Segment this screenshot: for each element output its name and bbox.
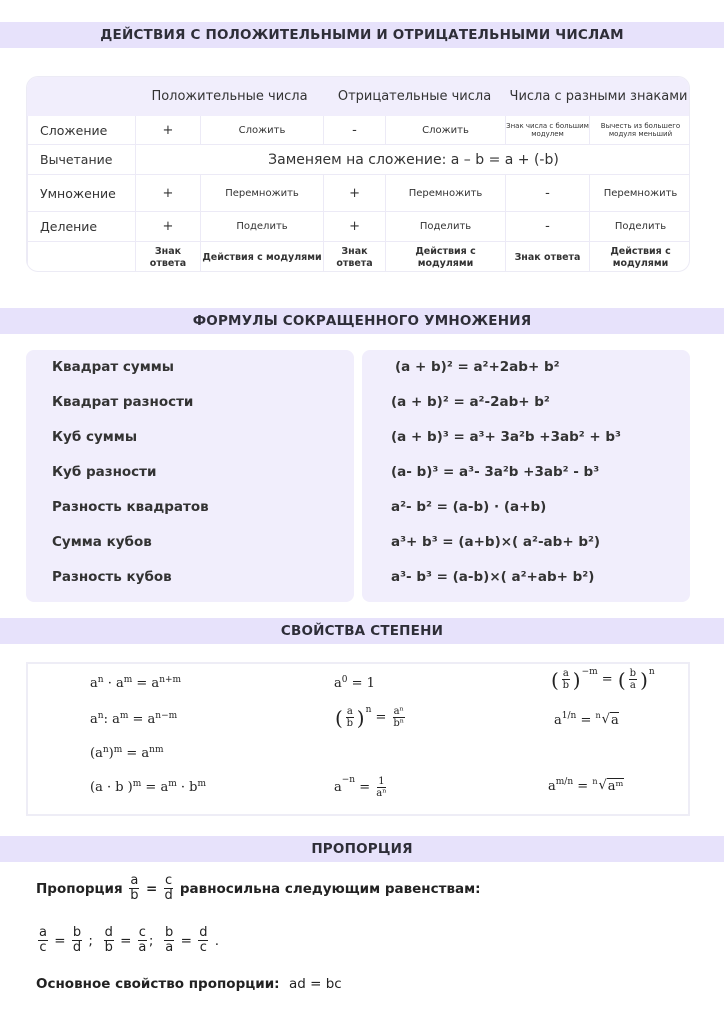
formula-text: . — [210, 932, 220, 949]
root-index: n — [595, 711, 601, 720]
cell: Поделить — [386, 212, 506, 242]
column-header: Числа с разными знаками — [506, 78, 690, 116]
formula-name: Разность квадратов — [52, 499, 209, 515]
cell: Перемножить — [590, 175, 690, 212]
fraction — [38, 926, 48, 956]
footer-cell: Знак ответа — [136, 242, 201, 273]
fraction — [376, 776, 386, 799]
exponent: n−m — [155, 711, 178, 721]
cell: Сложить — [201, 116, 324, 145]
formula-text: a — [90, 676, 98, 691]
exponent: n — [102, 745, 109, 755]
formula-label: равносильна следующим равенствам: — [175, 880, 481, 897]
formula-text: = — [176, 932, 197, 949]
exponent: n+m — [159, 675, 182, 685]
signs-table — [26, 76, 690, 272]
formula-name: Разность кубов — [52, 569, 172, 585]
row-label: Вычетание — [28, 145, 136, 175]
exponent: m/n — [555, 777, 574, 787]
exponent: m — [132, 779, 142, 789]
proportion-equalities — [36, 926, 219, 956]
formula-text: = a — [128, 712, 156, 727]
power-properties-box — [26, 662, 690, 816]
exponent: m — [197, 779, 207, 789]
radicand: aᵐ — [607, 779, 624, 794]
denominator: d — [72, 940, 82, 956]
footer-cell: Действия с модулями — [201, 242, 324, 273]
numerator: a — [346, 706, 353, 717]
table-footer-row — [28, 242, 691, 273]
cell: Заменяем на сложение: a – b = a + (-b) — [136, 145, 691, 175]
footer-cell: Действия с модулями — [590, 242, 690, 273]
cell: Сложить — [386, 116, 506, 145]
denominator: c — [199, 940, 207, 956]
power-formula — [90, 746, 164, 761]
fraction — [138, 926, 147, 956]
formula-text: = a — [132, 676, 160, 691]
formula-text: a — [548, 778, 556, 794]
table-header-row — [28, 78, 691, 116]
numerator: aⁿ — [393, 706, 404, 717]
numerator: b — [72, 925, 82, 940]
fraction — [562, 668, 570, 691]
formula-text: ; — [84, 932, 102, 949]
exponent: −m — [581, 667, 598, 677]
cell: + — [136, 175, 201, 212]
formula-text: = a — [122, 746, 150, 761]
cell: + — [136, 116, 201, 145]
cell: Перемножить — [386, 175, 506, 212]
section-header-formulas: ФОРМУЛЫ СОКРАЩЕННОГО УМНОЖЕНИЯ — [0, 308, 724, 334]
row-label: Умножение — [28, 175, 136, 212]
denominator: bⁿ — [393, 718, 405, 729]
formula-name: Куб разности — [52, 464, 157, 480]
table-row — [28, 175, 691, 212]
radical — [596, 712, 619, 729]
formula-text: : a — [103, 712, 120, 727]
formula-expression: (a- b)³ = a³- 3a²b +3ab² - b³ — [391, 464, 600, 480]
formula-name: Квадрат суммы — [52, 359, 174, 375]
power-formula — [554, 712, 619, 729]
fraction — [629, 668, 637, 691]
formula-text: ) — [108, 746, 114, 761]
formula-expression: a²- b² = (a-b) · (a+b) — [391, 499, 547, 515]
formula-text: = — [371, 710, 391, 725]
fraction — [72, 926, 82, 956]
power-formula — [90, 712, 177, 727]
left-paren: ( — [551, 667, 559, 692]
exponent: n — [365, 705, 372, 715]
power-formula — [334, 776, 389, 799]
right-paren: ) — [356, 705, 365, 730]
denominator: b — [104, 940, 113, 956]
footer-cell: Знак ответа — [324, 242, 386, 273]
denominator: d — [164, 888, 173, 904]
table-row — [28, 116, 691, 145]
section-header-proportion: ПРОПОРЦИЯ — [0, 836, 724, 862]
numerator: a — [39, 925, 47, 940]
footer-cell: Действия с модулями — [386, 242, 506, 273]
formula-expression: (a + b)² = a²-2ab+ b² — [391, 394, 550, 410]
fraction — [198, 926, 208, 956]
exponent: m — [123, 675, 133, 685]
cell: Знак числа с большим модулем — [506, 116, 590, 145]
power-formula — [334, 676, 375, 691]
formula-expression: a³- b³ = (a-b)×( a²+ab+ b²) — [391, 569, 595, 585]
exponent: nm — [149, 745, 164, 755]
proportion-main-property — [36, 976, 342, 992]
cell: + — [136, 212, 201, 242]
radicand: a — [610, 713, 619, 728]
numerator: b — [165, 925, 174, 940]
cell: Перемножить — [201, 175, 324, 212]
formula-text: a — [90, 712, 98, 727]
exponent: m — [119, 711, 129, 721]
formula-text: = — [115, 932, 136, 949]
cell: Поделить — [590, 212, 690, 242]
exponent: 0 — [341, 675, 348, 685]
formula-label: Основное свойство пропорции: — [36, 976, 289, 992]
formula-text: = — [355, 780, 375, 795]
cell: Вычесть из большего модуля меньший — [590, 116, 690, 145]
formula-text: a — [334, 676, 342, 691]
formula-text: = — [576, 712, 596, 728]
section-header-actions: ДЕЙСТВИЯ С ПОЛОЖИТЕЛЬНЫМИ И ОТРИЦАТЕЛЬНЫМИ ЧИСЛАМ — [0, 22, 724, 48]
denominator: a — [629, 680, 636, 691]
right-paren: ) — [640, 667, 648, 692]
fraction — [164, 926, 174, 956]
formula-text: = 1 — [347, 676, 375, 691]
denominator: a — [138, 940, 147, 956]
formula-text: a — [334, 780, 342, 795]
table-row — [28, 145, 691, 175]
formula-text: (a · b ) — [90, 780, 133, 795]
numerator: c — [165, 873, 173, 888]
exponent: n — [97, 711, 104, 721]
formula-text: · a — [103, 676, 124, 691]
row-label: Деление — [28, 212, 136, 242]
numerator: d — [104, 925, 113, 940]
denominator: b — [130, 888, 139, 904]
row-label: Сложение — [28, 116, 136, 145]
denominator: b — [346, 718, 353, 729]
table-row — [28, 212, 691, 242]
proportion-statement — [36, 874, 481, 904]
cell: - — [506, 175, 590, 212]
denominator: a — [165, 940, 174, 956]
power-formula — [550, 668, 655, 691]
cell: - — [506, 212, 590, 242]
cell: - — [324, 116, 386, 145]
exponent: n — [648, 667, 655, 677]
formula-names-panel — [26, 350, 354, 602]
numerator: d — [199, 925, 208, 940]
formula-text: = — [573, 778, 593, 794]
formula-expression: (a + b)³ = a³+ 3a²b +3ab² + b³ — [391, 429, 621, 445]
formula-name: Куб суммы — [52, 429, 138, 445]
formula-text: a — [554, 712, 562, 728]
formula-name: Сумма кубов — [52, 534, 152, 550]
footer-cell: Знак ответа — [506, 242, 590, 273]
denominator: aⁿ — [376, 788, 387, 799]
numerator: a — [562, 668, 569, 679]
cell: Поделить — [201, 212, 324, 242]
exponent: −n — [341, 775, 356, 785]
empty-cell — [28, 242, 136, 273]
numerator: 1 — [378, 776, 385, 787]
column-header: Отрицательные числа — [324, 78, 506, 116]
formula-text: = — [49, 932, 70, 949]
numerator: a — [130, 873, 139, 888]
numerator: b — [629, 668, 637, 679]
formula-text: · b — [176, 780, 198, 795]
formula-expression: (a + b)² = a²+2ab+ b² — [395, 359, 560, 375]
formula-name: Квадрат разности — [52, 394, 194, 410]
formula-label: = — [141, 880, 163, 897]
empty-cell — [28, 78, 136, 116]
formula-text: ad = bc — [288, 976, 342, 992]
exponent: m — [113, 745, 123, 755]
root-index: n — [592, 777, 598, 786]
radical — [592, 778, 623, 795]
exponent: n — [97, 675, 104, 685]
power-formula — [548, 778, 624, 795]
right-paren: ) — [572, 667, 581, 692]
power-formula — [334, 706, 407, 729]
exponent: 1/n — [561, 711, 577, 721]
fraction — [346, 706, 354, 729]
denominator: c — [39, 940, 47, 956]
power-formula — [90, 780, 206, 795]
exponent: m — [168, 779, 177, 789]
cell: + — [324, 175, 386, 212]
formula-expressions-panel — [362, 350, 690, 602]
fraction — [164, 874, 173, 904]
left-paren: ( — [335, 705, 343, 730]
formula-expression: a³+ b³ = (a+b)×( a²-ab+ b²) — [391, 534, 601, 550]
denominator: b — [562, 680, 569, 691]
column-header: Положительные числа — [136, 78, 324, 116]
formula-text: = a — [141, 780, 169, 795]
numerator: c — [138, 925, 146, 940]
formula-text: ; — [148, 932, 163, 949]
power-formula — [90, 676, 181, 691]
left-paren: ( — [617, 667, 626, 692]
fraction — [129, 874, 139, 904]
formula-text: (a — [90, 746, 103, 761]
formula-text: = — [597, 672, 617, 687]
formula-label: Пропорция — [36, 880, 128, 897]
section-header-powers: СВОЙСТВА СТЕПЕНИ — [0, 618, 724, 644]
radical-sign: √ — [598, 778, 607, 793]
radical-sign: √ — [601, 712, 610, 727]
fraction — [393, 706, 405, 729]
fraction — [104, 926, 114, 956]
cell: + — [324, 212, 386, 242]
